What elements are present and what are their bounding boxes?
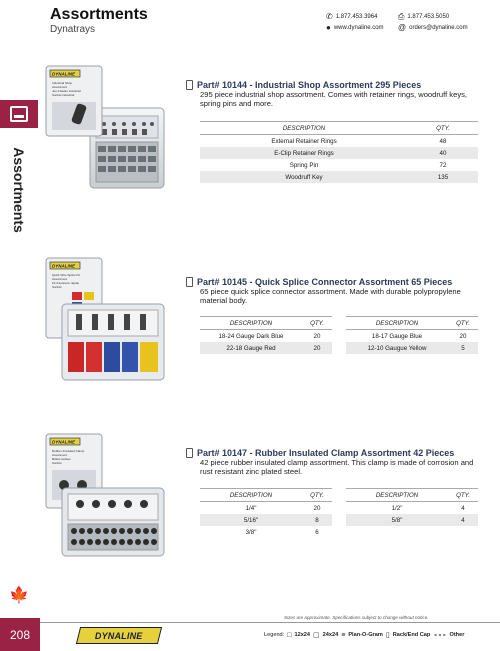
spec-table-10145 — [200, 316, 478, 354]
svg-text:Jeu d'atelier industriel: Jeu d'atelier industriel — [52, 89, 81, 93]
section-tab[interactable] — [0, 100, 38, 128]
svg-text:Brides isolées: Brides isolées — [52, 457, 71, 461]
package-brand: DYNALINE — [52, 439, 76, 445]
page-title: Assortments — [50, 6, 148, 23]
spec-table-10147 — [200, 488, 478, 538]
svg-text:Surtido: Surtido — [52, 285, 62, 289]
product-image-10147 — [38, 430, 168, 560]
box-small-icon: □ — [287, 631, 292, 639]
svg-text:Kit d'épissure rapide: Kit d'épissure rapide — [52, 281, 80, 285]
tray-icon — [10, 106, 28, 122]
footer-divider — [40, 622, 500, 623]
table-row: External Retainer Rings 48 — [271, 137, 447, 145]
planogram-icon: ≡ — [341, 631, 346, 639]
website-contact[interactable]: ● www.dynaline.com — [326, 23, 384, 32]
email-contact[interactable]: @ orders@dynaline.com — [398, 23, 468, 32]
table-row: 3/8" 6 — [245, 528, 319, 536]
bin-icon — [186, 277, 193, 287]
svg-text:Surtido industrial: Surtido industrial — [52, 93, 75, 97]
package-brand: DYNALINE — [52, 71, 76, 77]
rack-icon: ▯ — [385, 632, 390, 639]
spec-table-10144 — [200, 121, 478, 183]
table-row: 1/4" 20 1/2" 4 — [245, 504, 465, 512]
package-brand: DYNALINE — [52, 263, 76, 269]
maple-leaf-icon: 🍁 — [9, 587, 29, 604]
fax-icon: ⎙ — [398, 12, 405, 21]
svg-text:Assortment: Assortment — [52, 453, 68, 457]
table-row: Woodruff Key 135 — [200, 171, 478, 183]
product-description-10145: 65 piece quick splice connector assortment. Made with durable polypropylene material body. — [200, 287, 461, 305]
other-icon: ∘∘∘ — [433, 632, 447, 639]
sidebar — [0, 0, 40, 651]
page-subtitle: Dynatrays — [50, 24, 96, 35]
svg-text:Surtido: Surtido — [52, 461, 62, 465]
product-description-10144: 295 piece industrial shop assortment. Comes with retainer rings, woodruff keys, spring pins and more. — [200, 90, 468, 108]
at-icon: @ — [398, 23, 407, 32]
bin-icon — [186, 448, 193, 458]
table-row: 18-24 Gauge Dark Blue 20 18-17 Gauge Blue 20 — [218, 332, 467, 340]
table-header: DESCRIPTION QTY. DESCRIPTION QTY. — [200, 489, 478, 502]
product-description-10147: 42 piece rubber insulated clamp assortment. This clamp is made of corrosion and rust resistant zinc plated steel. — [200, 458, 474, 476]
product-image-10144 — [38, 62, 168, 192]
table-row: Spring Pin 72 — [289, 161, 447, 169]
table-row: E-Clip Retainer Rings 40 — [200, 147, 478, 159]
dynaline-logo: DYNALINE — [76, 627, 162, 644]
phone-icon: ✆ — [326, 12, 333, 21]
product-title-10147: Part# 10147 - Rubber Insulated Clamp Assortment 42 Pieces — [186, 448, 454, 458]
fax-contact: ⎙ 1.877.453.5050 — [398, 12, 450, 21]
box-large-icon: ▢ — [313, 632, 320, 639]
svg-text:Assortment: Assortment — [52, 277, 68, 281]
bin-icon — [186, 80, 193, 90]
phone-contact: ✆ 1.877.453.3964 — [326, 12, 378, 21]
svg-text:Assortment: Assortment — [52, 85, 68, 89]
product-title-10144: Part# 10144 - Industrial Shop Assortment 295 Pieces — [186, 80, 421, 90]
package-card — [46, 66, 102, 136]
table-header: DESCRIPTION QTY. DESCRIPTION QTY. — [200, 317, 478, 330]
legend: Legend: □ 12x24 ▢ 24x24 ≡ Plan-O-Gram ▯ Rack/End Cap ∘∘∘ Other — [264, 631, 465, 639]
table-row: 5/16" 8 5/8" 4 — [200, 514, 478, 526]
section-label: Assortments — [11, 147, 27, 233]
tray-front — [62, 304, 164, 380]
globe-icon: ● — [326, 23, 331, 32]
footer-note: Sizes are approximate. Specifications subject to change without notice. — [284, 615, 429, 620]
tray-front — [62, 488, 164, 556]
svg-text:Industrial Shop: Industrial Shop — [52, 81, 73, 85]
product-image-10145 — [38, 254, 168, 384]
svg-text:Quick Wire Splice Kit: Quick Wire Splice Kit — [52, 273, 81, 277]
page-number: 208 — [0, 618, 40, 651]
table-header: DESCRIPTION QTY. — [200, 122, 478, 135]
table-row: 22-18 Gauge Red 20 12-10 Gaugue Yellow 5 — [200, 342, 478, 354]
product-title-10145: Part# 10145 - Quick Splice Connector Assortment 65 Pieces — [186, 277, 452, 287]
svg-text:Rubber Insulated Clamp: Rubber Insulated Clamp — [52, 449, 85, 453]
